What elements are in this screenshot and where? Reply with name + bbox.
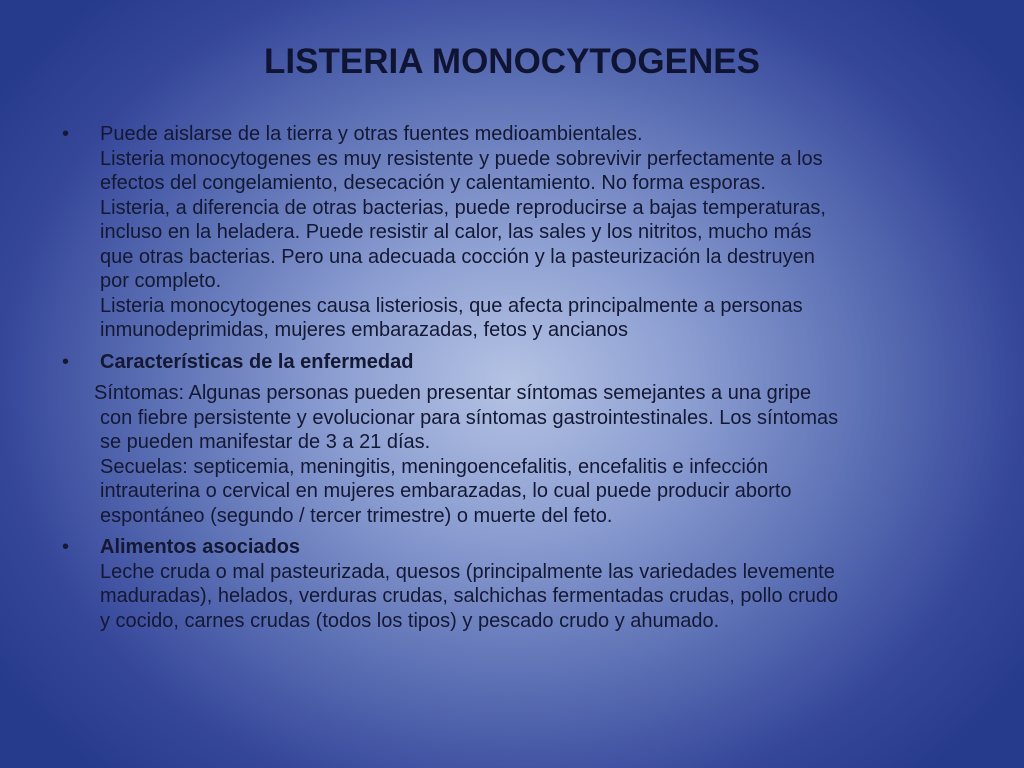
- bullet-dot: •: [62, 350, 70, 373]
- text-line: Listeria monocytogenes es muy resistente y puede sobrevivir perfectamente a los: [100, 147, 823, 170]
- text-line: espontáneo (segundo / tercer trimestre) o muerte del feto.: [100, 504, 613, 527]
- text-line: con fiebre persistente y evolucionar para síntomas gastrointestinales. Los síntomas: [100, 406, 839, 429]
- text-line: maduradas), helados, verduras crudas, salchichas fermentadas crudas, pollo crudo: [100, 585, 839, 607]
- text-line: Leche cruda o mal pasteurizada, quesos (principalmente las variedades levemente: [100, 560, 835, 583]
- slide-content: [62, 122, 972, 640]
- bullet-source-resistance: [62, 122, 972, 343]
- text-line: Síntomas: Algunas personas pueden presentar síntomas semejantes a una gripe: [94, 382, 812, 404]
- slide-title: LISTERIA MONOCYTOGENES: [264, 42, 760, 81]
- text-line: por completo.: [100, 270, 222, 292]
- text-line: inmunodeprimidas, mujeres embarazadas, fetos y ancianos: [100, 319, 629, 341]
- text-line: Secuelas: septicemia, meningitis, meningoencefalitis, encefalitis e infección: [100, 455, 769, 478]
- bullet-dot: •: [62, 123, 70, 145]
- symptoms-paragraph: [62, 381, 972, 528]
- text-line: que otras bacterias. Pero una adecuada cocción y la pasteurización la destruyen: [100, 245, 815, 268]
- bullet-disease-characteristics: [62, 350, 972, 375]
- bullet-dot: •: [62, 536, 70, 558]
- bullet-heading: Características de la enfermedad: [100, 350, 414, 373]
- text-line: Listeria monocytogenes causa listeriosis, que afecta principalmente a personas: [100, 294, 803, 317]
- text-line: efectos del congelamiento, desecación y calentamiento. No forma esporas.: [100, 172, 766, 194]
- bullet-associated-foods: [62, 535, 972, 633]
- text-line: se pueden manifestar de 3 a 21 días.: [100, 431, 431, 453]
- text-line: intrauterina o cervical en mujeres embarazadas, lo cual puede producir aborto: [100, 480, 792, 502]
- text-line: incluso en la heladera. Puede resistir al calor, las sales y los nitritos, mucho más: [100, 221, 812, 243]
- bullet-heading: Alimentos asociados: [100, 536, 301, 558]
- text-line: Listeria, a diferencia de otras bacterias, puede reproducirse a bajas temperaturas,: [100, 196, 826, 219]
- text-line: y cocido, carnes crudas (todos los tipos) y pescado crudo y ahumado.: [100, 609, 720, 632]
- text-line: Puede aislarse de la tierra y otras fuentes medioambientales.: [100, 123, 643, 145]
